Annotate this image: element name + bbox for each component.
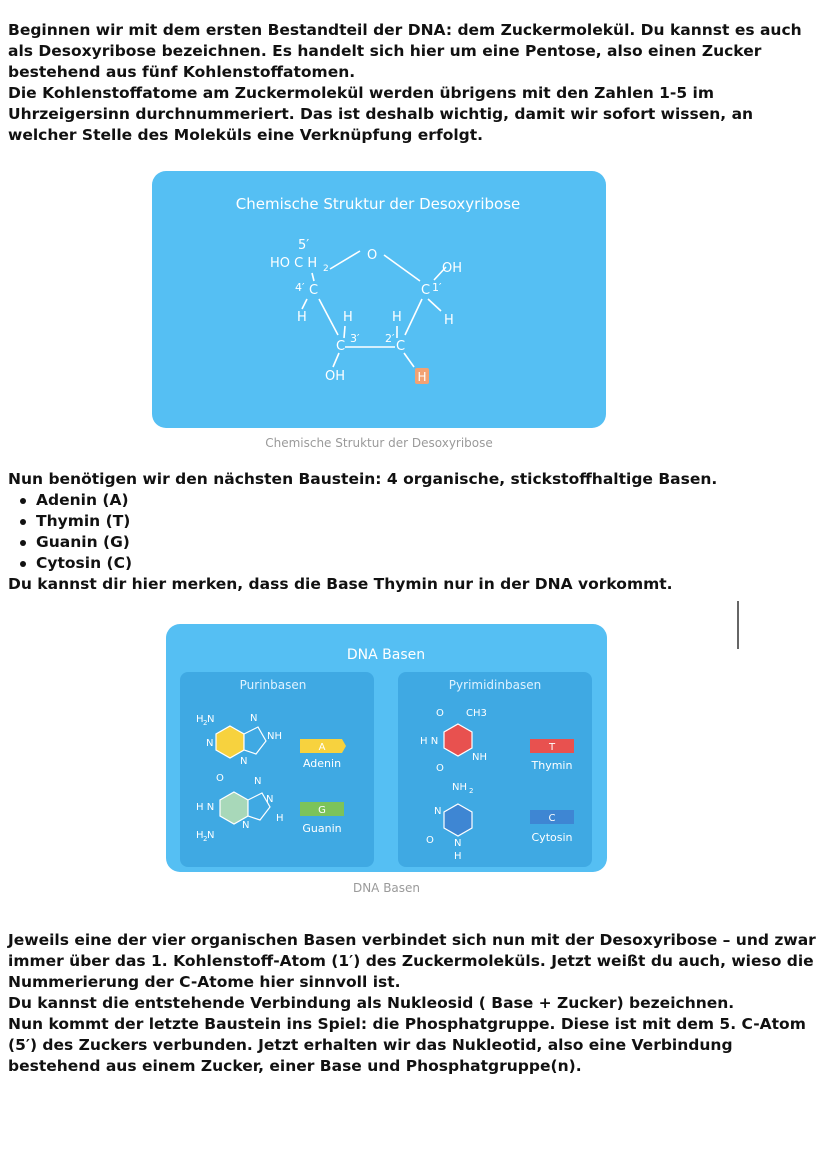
cytosin-name: Cytosin [531, 831, 573, 844]
label-five-prime: 5′ [298, 238, 310, 253]
label-oxygen: O [367, 248, 378, 263]
label-h-3: H [343, 310, 353, 325]
thymin-letter: T [548, 742, 556, 753]
svg-text:H: H [454, 851, 462, 862]
svg-text:N: N [242, 820, 250, 831]
purine-title: Purinbasen [239, 678, 307, 692]
label-four-prime: 4′ [295, 281, 305, 294]
label-two-prime: 2′ [385, 332, 395, 345]
label-sub2: 2 [323, 264, 329, 274]
svg-text:2: 2 [469, 787, 474, 795]
text-cursor [737, 601, 739, 649]
svg-text:N: N [240, 756, 248, 767]
svg-text:H: H [196, 714, 204, 725]
thymin-name: Thymin [531, 759, 573, 772]
label-h-highlight: H [417, 370, 427, 384]
paragraph-nucleoside: Du kannst die entstehende Verbindung als Nukleosid ( Base + Zucker) bezeichnen. [8, 994, 735, 1012]
svg-text:O: O [436, 763, 444, 774]
adenin-letter: A [318, 742, 326, 753]
svg-text:N: N [434, 806, 442, 817]
svg-text:H N: H N [420, 736, 439, 747]
guanin-letter: G [318, 805, 326, 816]
label-c3: C [336, 339, 346, 354]
caption-desoxyribose: Chemische Struktur der Desoxyribose [265, 436, 493, 450]
label-oh-bottom: OH [325, 369, 346, 384]
guanin-name: Guanin [302, 822, 342, 835]
label-c4: C [309, 283, 319, 298]
svg-text:N: N [206, 738, 214, 749]
svg-text:NH: NH [472, 752, 487, 763]
paragraph-phosphate: Nun kommt der letzte Baustein ins Spiel: die Phosphatgruppe. Diese ist mit dem 5. C-Atom (5′) des Zuckers verbunden. Jetzt erhalten wir das Nukleotid, also eine Verbindung bestehend aus einem Zucker, einer Base und Phosphatgruppe(n). [8, 1015, 806, 1075]
svg-text:CH3: CH3 [466, 708, 487, 719]
label-c1: C [421, 283, 431, 298]
label-three-prime: 3′ [350, 332, 360, 345]
label-oh-right: OH [442, 261, 463, 276]
svg-text:N: N [454, 838, 462, 849]
pyrimidine-title: Pyrimidinbasen [448, 678, 542, 692]
svg-text:NH: NH [452, 782, 467, 793]
label-c2: C [396, 339, 406, 354]
label-h-left: H [297, 310, 307, 325]
caption-dna-bases: DNA Basen [352, 881, 421, 895]
paragraph-thymin-note: Du kannst dir hier merken, dass die Base Thymin nur in der DNA vorkommt. [8, 575, 673, 593]
svg-text:O: O [426, 835, 434, 846]
adenin-name: Adenin [302, 757, 342, 770]
svg-text:H: H [196, 830, 204, 841]
label-h-right: H [444, 313, 454, 328]
svg-text:O: O [216, 773, 224, 784]
svg-text:H: H [276, 813, 284, 824]
svg-text:2: 2 [203, 719, 208, 727]
paragraph-bases-intro: Nun benötigen wir den nächsten Baustein: 4 organische, stickstoffhaltige Basen. [8, 470, 718, 488]
list-item: Thymin (T) [8, 511, 132, 532]
list-item: Guanin (G) [8, 532, 132, 553]
svg-text:N: N [254, 776, 262, 787]
paragraph-intro: Beginnen wir mit dem ersten Bestandteil der DNA: dem Zuckermolekül. Du kannst es auch als Desoxyribose bezeichnen. Es handelt sich hier um eine Pentose, also einen Zucker bestehend aus fünf Kohlenstoffatomen. [8, 21, 802, 81]
figure-dna-bases [166, 624, 607, 872]
label-h-2: H [392, 310, 402, 325]
svg-text:2: 2 [203, 835, 208, 843]
list-item: Cytosin (C) [8, 553, 132, 574]
cytosin-letter: C [548, 813, 556, 824]
figure-title: DNA Basen [346, 647, 426, 663]
bases-list [8, 490, 132, 574]
paragraph-numbering: Die Kohlenstoffatome am Zuckermolekül werden übrigens mit den Zahlen 1-5 im Uhrzeigersinn durchnummeriert. Das ist deshalb wichtig, damit wir sofort wissen, an welcher Stelle des Moleküls eine Verknüpfung erfolgt. [8, 84, 754, 144]
svg-text:N: N [250, 713, 258, 724]
svg-text:N: N [207, 830, 215, 841]
svg-text:N: N [266, 794, 274, 805]
svg-text:N: N [207, 714, 215, 725]
svg-text:O: O [436, 708, 444, 719]
paragraph-bond: Jeweils eine der vier organischen Basen verbindet sich nun mit der Desoxyribose – und zwar immer über das 1. Kohlenstoff-Atom (1′) des Zuckermoleküls. Jetzt weißt du auch, wieso die Nummerierung der C-Atome hier sinnvoll ist. [8, 931, 816, 991]
svg-text:H N: H N [196, 802, 215, 813]
list-item: Adenin (A) [8, 490, 132, 511]
figure-title: Chemische Struktur der Desoxyribose [235, 195, 521, 213]
svg-text:NH: NH [267, 731, 282, 742]
figure-desoxyribose [152, 171, 606, 428]
label-hoch2: HO C H [270, 256, 318, 271]
label-one-prime: 1′ [432, 281, 442, 294]
